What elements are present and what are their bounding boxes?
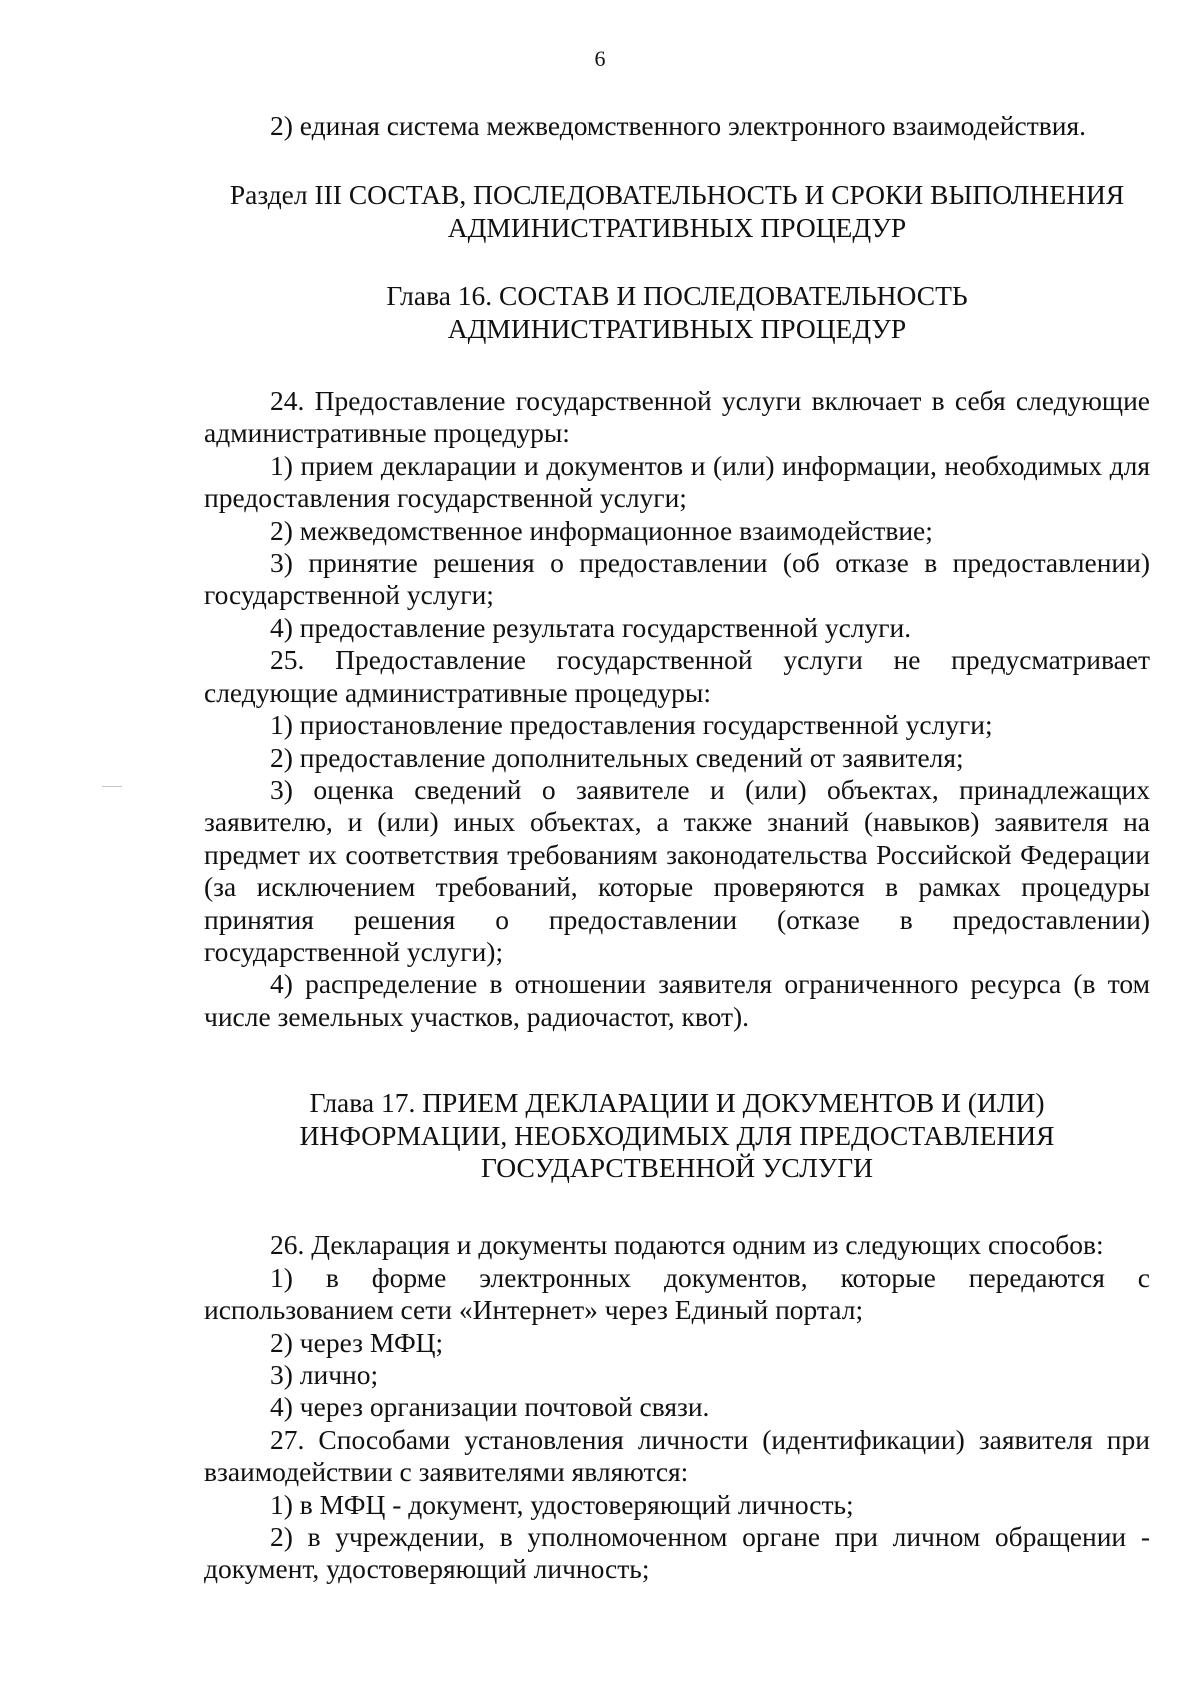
list-item: 1) приостановление предоставления государственной услуги;	[270, 709, 993, 741]
list-item: 2) предоставление дополнительных сведений от заявителя;	[270, 741, 964, 773]
chapter-heading-line: АДМИНИСТРАТИВНЫХ ПРОЦЕДУР	[447, 312, 907, 344]
scan-edge-mark	[102, 786, 122, 787]
list-item: 3) лично;	[270, 1359, 379, 1390]
list-item: 3) принятие решения о предоставлении (об отказе в предоставлении) государственной услуги;	[204, 547, 1150, 611]
paragraph: 24. Предоставление государственной услуги включает в себя следующие административные процедуры:	[204, 385, 1150, 449]
section-heading-line: Раздел III СОСТАВ, ПОСЛЕДОВАТЕЛЬНОСТЬ И СРОКИ ВЫПОЛНЕНИЯ	[229, 179, 1125, 211]
list-item: 4) через организации почтовой связи.	[270, 1391, 710, 1423]
list-item: 2) единая система межведомственного электронного взаимодействия.	[270, 110, 1086, 141]
list-item: 1) в форме электронных документов, которые передаются с использованием сети «Интернет» через Единый портал;	[204, 1261, 1150, 1326]
list-item: 1) в МФЦ - документ, удостоверяющий личность;	[270, 1488, 854, 1520]
chapter-heading-line: ИНФОРМАЦИИ, НЕОБХОДИМЫХ ДЛЯ ПРЕДОСТАВЛЕНИЯ	[299, 1119, 1055, 1151]
chapter16-body	[204, 385, 1150, 1033]
list-item: 3) оценка сведений о заявителе и (или) объектах, принадлежащих заявителю, и (или) иных объектах, а также знаний (навыков) заявителя на предмет их соответствия требованиям законодательства Российской Федерации (за исключением требований, которые проверяются в рамках процедуры принятия решения о предоставлении (отказе в предоставлении) государственной услуги);	[204, 773, 1150, 967]
page-number: 6	[594, 46, 606, 71]
chapter-heading-line: Глава 17. ПРИЕМ ДЕКЛАРАЦИИ И ДОКУМЕНТОВ И (ИЛИ)	[309, 1087, 1045, 1119]
list-item: 2) межведомственное информационное взаимодействие;	[270, 514, 933, 546]
list-item: 1) прием декларации и документов и (или) информации, необходимых для предоставления государственной услуги;	[204, 449, 1150, 514]
paragraph: 27. Способами установления личности (идентификации) заявителя при взаимодействии с заявителями являются:	[204, 1423, 1150, 1488]
chapter-heading	[204, 1087, 1150, 1184]
section-heading	[204, 179, 1150, 244]
section-heading-line: АДМИНИСТРАТИВНЫХ ПРОЦЕДУР	[447, 211, 907, 243]
list-item: 4) распределение в отношении заявителя ограниченного ресурса (в том числе земельных участков, радиочастот, квот).	[204, 968, 1150, 1032]
list-item: 2) через МФЦ;	[270, 1326, 444, 1358]
chapter-heading-line: Глава 16. СОСТАВ И ПОСЛЕДОВАТЕЛЬНОСТЬ	[386, 280, 968, 312]
document-body	[204, 110, 1150, 1586]
paragraph: 25. Предоставление государственной услуги не предусматривает следующие административные процедуры:	[204, 644, 1150, 708]
chapter-heading	[204, 280, 1150, 345]
chapter-heading-line: ГОСУДАРСТВЕННОЙ УСЛУГИ	[481, 1151, 873, 1183]
list-item: 2) в учреждении, в уполномоченном органе при личном обращении - документ, удостоверяющий личность;	[204, 1521, 1150, 1585]
paragraph: 26. Декларация и документы подаются одним из следующих способов:	[270, 1229, 1104, 1261]
list-item: 4) предоставление результата государственной услуги.	[270, 611, 912, 643]
chapter17-body	[204, 1229, 1150, 1585]
